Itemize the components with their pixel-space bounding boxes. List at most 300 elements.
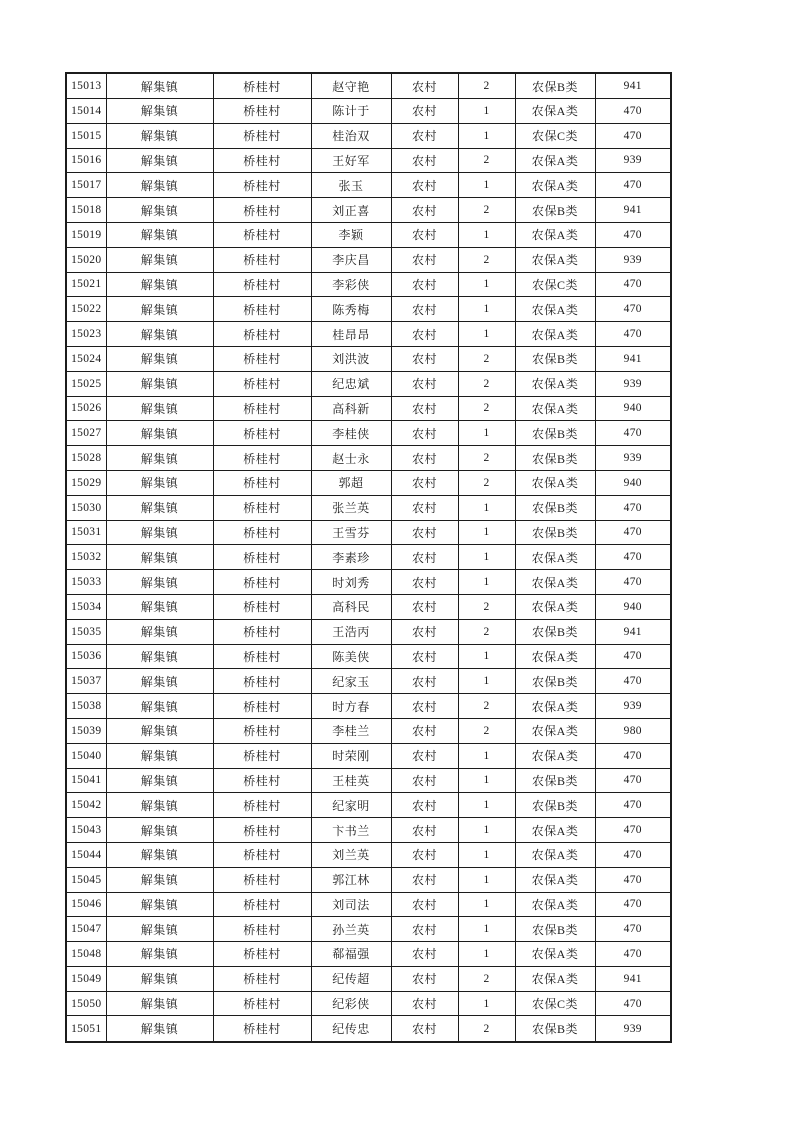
table-cell: 农保A类 [515, 594, 595, 619]
table-cell: 1 [458, 222, 515, 247]
table-cell: 470 [595, 545, 671, 570]
table-row [66, 892, 671, 917]
table-cell: 王浩丙 [311, 619, 391, 644]
table-cell: 农村 [391, 619, 458, 644]
table-cell: 1 [458, 495, 515, 520]
table-cell: 赵守艳 [311, 73, 391, 99]
table-cell: 纪彩侠 [311, 991, 391, 1016]
table-cell: 2 [458, 718, 515, 743]
table-row [66, 942, 671, 967]
table-cell: 农保B类 [515, 793, 595, 818]
table-cell: 15027 [66, 421, 106, 446]
table-row [66, 222, 671, 247]
table-cell: 农村 [391, 520, 458, 545]
table-cell: 470 [595, 297, 671, 322]
table-cell: 农保A类 [515, 322, 595, 347]
table-cell: 农保A类 [515, 818, 595, 843]
table-cell: 农村 [391, 222, 458, 247]
table-cell: 李庆昌 [311, 247, 391, 272]
table-cell: 农保A类 [515, 718, 595, 743]
table-row [66, 371, 671, 396]
table-cell: 桥桂村 [213, 1016, 311, 1042]
table-cell: 1 [458, 520, 515, 545]
table-cell: 桥桂村 [213, 99, 311, 124]
table-cell: 解集镇 [106, 446, 213, 471]
table-cell: 15046 [66, 892, 106, 917]
table-cell: 2 [458, 1016, 515, 1042]
table-cell: 农保A类 [515, 942, 595, 967]
table-row [66, 818, 671, 843]
table-cell: 1 [458, 942, 515, 967]
table-cell: 15050 [66, 991, 106, 1016]
table-row [66, 446, 671, 471]
table-row [66, 644, 671, 669]
table-cell: 470 [595, 793, 671, 818]
table-cell: 1 [458, 322, 515, 347]
table-cell: 941 [595, 966, 671, 991]
table-cell: 解集镇 [106, 421, 213, 446]
table-cell: 解集镇 [106, 297, 213, 322]
table-cell: 2 [458, 966, 515, 991]
table-cell: 解集镇 [106, 198, 213, 223]
table-cell: 农村 [391, 198, 458, 223]
table-cell: 农村 [391, 99, 458, 124]
table-cell: 农村 [391, 322, 458, 347]
table-cell: 1 [458, 917, 515, 942]
table-cell: 桥桂村 [213, 297, 311, 322]
table-cell: 纪忠斌 [311, 371, 391, 396]
table-cell: 农保A类 [515, 892, 595, 917]
table-cell: 1 [458, 669, 515, 694]
table-cell: 桥桂村 [213, 371, 311, 396]
table-cell: 解集镇 [106, 867, 213, 892]
table-cell: 农村 [391, 842, 458, 867]
table-cell: 农村 [391, 173, 458, 198]
table-cell: 1 [458, 991, 515, 1016]
table-cell: 2 [458, 446, 515, 471]
table-cell: 470 [595, 570, 671, 595]
table-cell: 农保B类 [515, 1016, 595, 1042]
table-cell: 张兰英 [311, 495, 391, 520]
table-cell: 470 [595, 942, 671, 967]
table-cell: 2 [458, 619, 515, 644]
table-cell: 时荣刚 [311, 743, 391, 768]
table-cell: 940 [595, 396, 671, 421]
table-cell: 农保A类 [515, 247, 595, 272]
table-cell: 农村 [391, 1016, 458, 1042]
table-row [66, 991, 671, 1016]
table-body [66, 73, 671, 1042]
table-cell: 农保A类 [515, 545, 595, 570]
table-cell: 王好军 [311, 148, 391, 173]
table-row [66, 322, 671, 347]
table-cell: 解集镇 [106, 495, 213, 520]
table-cell: 桥桂村 [213, 991, 311, 1016]
table-cell: 王雪芬 [311, 520, 391, 545]
table-cell: 农保C类 [515, 123, 595, 148]
table-cell: 15026 [66, 396, 106, 421]
table-cell: 农保B类 [515, 520, 595, 545]
table-cell: 939 [595, 247, 671, 272]
table-cell: 农保A类 [515, 148, 595, 173]
table-cell: 1 [458, 570, 515, 595]
table-cell: 解集镇 [106, 917, 213, 942]
table-cell: 农村 [391, 123, 458, 148]
table-cell: 15040 [66, 743, 106, 768]
table-cell: 解集镇 [106, 123, 213, 148]
table-cell: 解集镇 [106, 545, 213, 570]
table-row [66, 867, 671, 892]
table-cell: 15051 [66, 1016, 106, 1042]
table-cell: 1 [458, 545, 515, 570]
table-cell: 农村 [391, 718, 458, 743]
table-cell: 桥桂村 [213, 272, 311, 297]
table-cell: 李彩侠 [311, 272, 391, 297]
table-cell: 解集镇 [106, 991, 213, 1016]
table-row [66, 173, 671, 198]
table-cell: 农保A类 [515, 966, 595, 991]
table-cell: 939 [595, 694, 671, 719]
table-cell: 农保A类 [515, 570, 595, 595]
table-cell: 1 [458, 297, 515, 322]
table-cell: 1 [458, 743, 515, 768]
table-cell: 农村 [391, 793, 458, 818]
table-cell: 农保B类 [515, 73, 595, 99]
table-cell: 桥桂村 [213, 396, 311, 421]
table-cell: 解集镇 [106, 718, 213, 743]
table-cell: 桥桂村 [213, 247, 311, 272]
table-cell: 农保B类 [515, 495, 595, 520]
table-cell: 时刘秀 [311, 570, 391, 595]
table-cell: 15041 [66, 768, 106, 793]
table-cell: 农村 [391, 867, 458, 892]
table-cell: 941 [595, 73, 671, 99]
table-cell: 桥桂村 [213, 594, 311, 619]
table-cell: 农村 [391, 942, 458, 967]
table-cell: 农保A类 [515, 371, 595, 396]
table-cell: 桥桂村 [213, 842, 311, 867]
table-row [66, 470, 671, 495]
table-cell: 15021 [66, 272, 106, 297]
table-cell: 939 [595, 148, 671, 173]
table-row [66, 272, 671, 297]
table-cell: 陈计于 [311, 99, 391, 124]
table-cell: 939 [595, 446, 671, 471]
table-cell: 15023 [66, 322, 106, 347]
table-cell: 解集镇 [106, 768, 213, 793]
table-cell: 农村 [391, 694, 458, 719]
table-cell: 桥桂村 [213, 421, 311, 446]
table-cell: 桥桂村 [213, 669, 311, 694]
table-cell: 农村 [391, 570, 458, 595]
table-cell: 农保B类 [515, 346, 595, 371]
records-table-container [65, 72, 670, 1043]
table-row [66, 917, 671, 942]
table-cell: 15028 [66, 446, 106, 471]
table-cell: 941 [595, 198, 671, 223]
table-cell: 解集镇 [106, 148, 213, 173]
table-cell: 941 [595, 346, 671, 371]
table-cell: 15030 [66, 495, 106, 520]
table-cell: 470 [595, 892, 671, 917]
table-cell: 解集镇 [106, 470, 213, 495]
table-cell: 农村 [391, 495, 458, 520]
table-cell: 解集镇 [106, 222, 213, 247]
table-cell: 农村 [391, 346, 458, 371]
table-cell: 农村 [391, 396, 458, 421]
table-cell: 15018 [66, 198, 106, 223]
table-row [66, 718, 671, 743]
table-cell: 农村 [391, 371, 458, 396]
table-cell: 1 [458, 421, 515, 446]
table-row [66, 297, 671, 322]
table-cell: 桥桂村 [213, 520, 311, 545]
table-cell: 农村 [391, 669, 458, 694]
table-cell: 解集镇 [106, 619, 213, 644]
table-cell: 陈美侠 [311, 644, 391, 669]
table-cell: 农保A类 [515, 222, 595, 247]
table-cell: 农村 [391, 73, 458, 99]
table-cell: 桥桂村 [213, 222, 311, 247]
table-row [66, 768, 671, 793]
table-cell: 15024 [66, 346, 106, 371]
table-cell: 解集镇 [106, 346, 213, 371]
table-cell: 980 [595, 718, 671, 743]
table-cell: 1 [458, 123, 515, 148]
table-cell: 941 [595, 619, 671, 644]
table-cell: 470 [595, 743, 671, 768]
table-cell: 15015 [66, 123, 106, 148]
table-cell: 农村 [391, 594, 458, 619]
table-cell: 15045 [66, 867, 106, 892]
table-cell: 15032 [66, 545, 106, 570]
table-cell: 桥桂村 [213, 173, 311, 198]
table-cell: 1 [458, 272, 515, 297]
table-cell: 卞书兰 [311, 818, 391, 843]
table-cell: 2 [458, 73, 515, 99]
table-cell: 15019 [66, 222, 106, 247]
table-cell: 940 [595, 470, 671, 495]
table-cell: 15017 [66, 173, 106, 198]
table-row [66, 619, 671, 644]
table-cell: 农村 [391, 470, 458, 495]
table-cell: 1 [458, 842, 515, 867]
table-cell: 470 [595, 644, 671, 669]
table-cell: 桂昂昂 [311, 322, 391, 347]
table-row [66, 73, 671, 99]
table-cell: 1 [458, 892, 515, 917]
table-cell: 470 [595, 867, 671, 892]
table-cell: 农保A类 [515, 743, 595, 768]
table-row [66, 1016, 671, 1042]
table-cell: 陈秀梅 [311, 297, 391, 322]
table-cell: 解集镇 [106, 396, 213, 421]
table-cell: 15022 [66, 297, 106, 322]
table-row [66, 421, 671, 446]
table-cell: 李颖 [311, 222, 391, 247]
table-cell: 农村 [391, 966, 458, 991]
table-cell: 桥桂村 [213, 470, 311, 495]
table-cell: 15048 [66, 942, 106, 967]
table-cell: 高科新 [311, 396, 391, 421]
table-cell: 桥桂村 [213, 966, 311, 991]
table-cell: 桥桂村 [213, 322, 311, 347]
table-row [66, 123, 671, 148]
table-cell: 470 [595, 520, 671, 545]
table-row [66, 148, 671, 173]
table-cell: 高科民 [311, 594, 391, 619]
table-cell: 解集镇 [106, 644, 213, 669]
table-cell: 1 [458, 173, 515, 198]
table-cell: 15035 [66, 619, 106, 644]
table-cell: 解集镇 [106, 247, 213, 272]
table-cell: 农保A类 [515, 694, 595, 719]
table-cell: 2 [458, 396, 515, 421]
table-cell: 纪家明 [311, 793, 391, 818]
table-cell: 解集镇 [106, 99, 213, 124]
table-cell: 桥桂村 [213, 495, 311, 520]
table-cell: 桥桂村 [213, 619, 311, 644]
table-cell: 农保A类 [515, 470, 595, 495]
table-cell: 15013 [66, 73, 106, 99]
table-cell: 农村 [391, 644, 458, 669]
table-cell: 桂治双 [311, 123, 391, 148]
table-cell: 桥桂村 [213, 942, 311, 967]
table-cell: 15042 [66, 793, 106, 818]
table-cell: 15025 [66, 371, 106, 396]
table-cell: 孙兰英 [311, 917, 391, 942]
table-cell: 940 [595, 594, 671, 619]
table-cell: 15047 [66, 917, 106, 942]
table-cell: 15044 [66, 842, 106, 867]
table-cell: 470 [595, 322, 671, 347]
table-cell: 2 [458, 148, 515, 173]
table-cell: 15031 [66, 520, 106, 545]
table-row [66, 99, 671, 124]
table-cell: 2 [458, 594, 515, 619]
table-cell: 农村 [391, 272, 458, 297]
table-cell: 桥桂村 [213, 793, 311, 818]
table-cell: 解集镇 [106, 1016, 213, 1042]
table-cell: 农保B类 [515, 198, 595, 223]
table-cell: 农保B类 [515, 768, 595, 793]
table-cell: 15037 [66, 669, 106, 694]
table-row [66, 495, 671, 520]
table-cell: 15016 [66, 148, 106, 173]
table-cell: 桥桂村 [213, 743, 311, 768]
table-row [66, 520, 671, 545]
table-row [66, 570, 671, 595]
table-cell: 15039 [66, 718, 106, 743]
table-cell: 农村 [391, 743, 458, 768]
table-row [66, 545, 671, 570]
table-cell: 15038 [66, 694, 106, 719]
table-cell: 桥桂村 [213, 644, 311, 669]
table-cell: 农保A类 [515, 644, 595, 669]
table-row [66, 669, 671, 694]
table-row [66, 966, 671, 991]
table-cell: 李素珍 [311, 545, 391, 570]
table-cell: 15029 [66, 470, 106, 495]
table-cell: 解集镇 [106, 818, 213, 843]
table-cell: 2 [458, 247, 515, 272]
table-cell: 15033 [66, 570, 106, 595]
table-cell: 桥桂村 [213, 73, 311, 99]
table-cell: 桥桂村 [213, 570, 311, 595]
table-cell: 农保A类 [515, 173, 595, 198]
table-cell: 470 [595, 669, 671, 694]
table-cell: 470 [595, 222, 671, 247]
table-cell: 1 [458, 768, 515, 793]
table-cell: 解集镇 [106, 371, 213, 396]
table-cell: 农村 [391, 421, 458, 446]
table-cell: 解集镇 [106, 570, 213, 595]
table-cell: 470 [595, 99, 671, 124]
table-cell: 15020 [66, 247, 106, 272]
table-cell: 农村 [391, 917, 458, 942]
table-cell: 郗福强 [311, 942, 391, 967]
table-cell: 李桂兰 [311, 718, 391, 743]
table-cell: 郭江林 [311, 867, 391, 892]
table-cell: 1 [458, 99, 515, 124]
table-cell: 赵士永 [311, 446, 391, 471]
table-cell: 1 [458, 867, 515, 892]
table-cell: 桥桂村 [213, 818, 311, 843]
table-cell: 470 [595, 842, 671, 867]
table-cell: 2 [458, 470, 515, 495]
table-cell: 桥桂村 [213, 446, 311, 471]
table-cell: 农保B类 [515, 446, 595, 471]
table-row [66, 793, 671, 818]
table-cell: 解集镇 [106, 966, 213, 991]
table-cell: 解集镇 [106, 793, 213, 818]
table-cell: 2 [458, 346, 515, 371]
table-cell: 15034 [66, 594, 106, 619]
table-cell: 农村 [391, 768, 458, 793]
table-row [66, 247, 671, 272]
table-row [66, 396, 671, 421]
table-cell: 桥桂村 [213, 768, 311, 793]
table-cell: 解集镇 [106, 694, 213, 719]
table-cell: 农村 [391, 297, 458, 322]
table-cell: 解集镇 [106, 942, 213, 967]
table-cell: 纪传忠 [311, 1016, 391, 1042]
table-row [66, 198, 671, 223]
table-cell: 农保B类 [515, 619, 595, 644]
table-row [66, 346, 671, 371]
table-cell: 农保C类 [515, 991, 595, 1016]
table-cell: 470 [595, 495, 671, 520]
table-cell: 李桂侠 [311, 421, 391, 446]
table-cell: 农村 [391, 892, 458, 917]
table-cell: 1 [458, 793, 515, 818]
table-cell: 刘洪波 [311, 346, 391, 371]
table-cell: 农保B类 [515, 669, 595, 694]
table-cell: 15014 [66, 99, 106, 124]
table-cell: 农保A类 [515, 396, 595, 421]
table-cell: 桥桂村 [213, 917, 311, 942]
table-cell: 470 [595, 173, 671, 198]
table-cell: 郭超 [311, 470, 391, 495]
table-cell: 农保B类 [515, 421, 595, 446]
table-cell: 解集镇 [106, 594, 213, 619]
table-cell: 农村 [391, 446, 458, 471]
table-cell: 桥桂村 [213, 867, 311, 892]
table-cell: 桥桂村 [213, 545, 311, 570]
table-cell: 刘兰英 [311, 842, 391, 867]
table-cell: 农保B类 [515, 917, 595, 942]
table-cell: 解集镇 [106, 520, 213, 545]
